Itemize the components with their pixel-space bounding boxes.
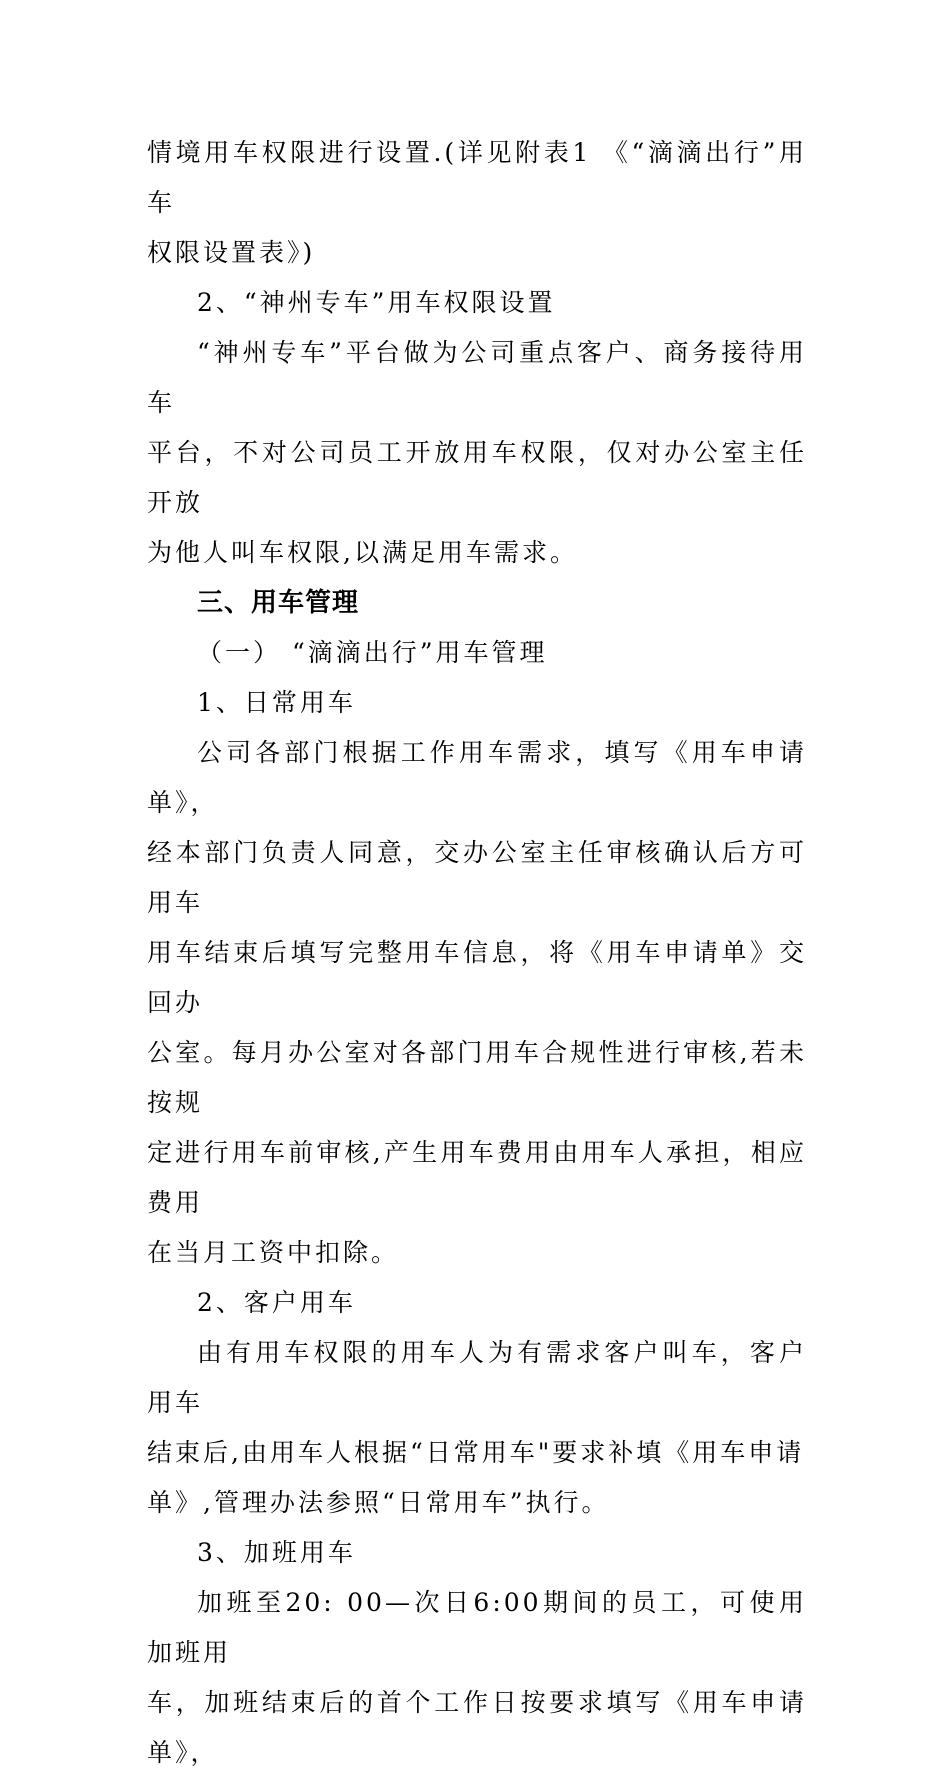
text-line: 车，加班结束后的首个工作日按要求填写《用车申请单》， (147, 1688, 807, 1767)
subsection-didi-management: （一） “滴滴出行”用车管理 (197, 638, 548, 667)
text-line: “神州专车”平台做为公司重点客户、商务接待用车 (147, 338, 807, 417)
text-line: 用车结束后填写完整用车信息，将《用车申请单》交回办 (147, 938, 807, 1017)
text-line: 公室。每月办公室对各部门用车合规性进行审核,若未按规 (147, 1038, 807, 1117)
paragraph-permission-settings-continued (147, 128, 807, 278)
item-daily-use: 1、日常用车 (197, 688, 356, 717)
paragraph-shenzhou-platform (147, 328, 807, 578)
document-body (147, 128, 807, 1778)
text-line: 情境用车权限进行设置.(详见附表1 《“滴滴出行”用车 (147, 138, 807, 217)
text-line: 平台，不对公司员工开放用车权限，仅对办公室主任开放 (147, 438, 807, 517)
paragraph-overtime-use (147, 1578, 807, 1778)
subheading-shenzhou-permission: 2、“神州专车”用车权限设置 (197, 288, 556, 317)
text-line: 加班至20: 00—次日6:00期间的员工，可使用加班用 (147, 1588, 807, 1667)
paragraph-daily-use (147, 728, 807, 1278)
text-line: 公司各部门根据工作用车需求，填写《用车申请单》， (147, 738, 807, 817)
text-line: 权限设置表》) (147, 238, 316, 267)
text-line: 由有用车权限的用车人为有需求客户叫车，客户用车 (147, 1338, 807, 1417)
text-line: 为他人叫车权限,以满足用车需求。 (147, 538, 578, 567)
item-overtime-use: 3、加班用车 (197, 1538, 356, 1567)
text-line: 结束后,由用车人根据“日常用车"要求补填《用车申请 (147, 1438, 805, 1467)
item-customer-use: 2、客户用车 (197, 1288, 356, 1317)
text-line: 经本部门负责人同意，交办公室主任审核确认后方可用车 (147, 838, 807, 917)
section-heading-vehicle-management: 三、用车管理 (197, 588, 360, 618)
text-line: 单》,管理办法参照“日常用车”执行。 (147, 1488, 610, 1517)
paragraph-customer-use (147, 1328, 807, 1528)
text-line: 定进行用车前审核,产生用车费用由用车人承担，相应费用 (147, 1138, 807, 1217)
text-line: 在当月工资中扣除。 (147, 1238, 400, 1267)
